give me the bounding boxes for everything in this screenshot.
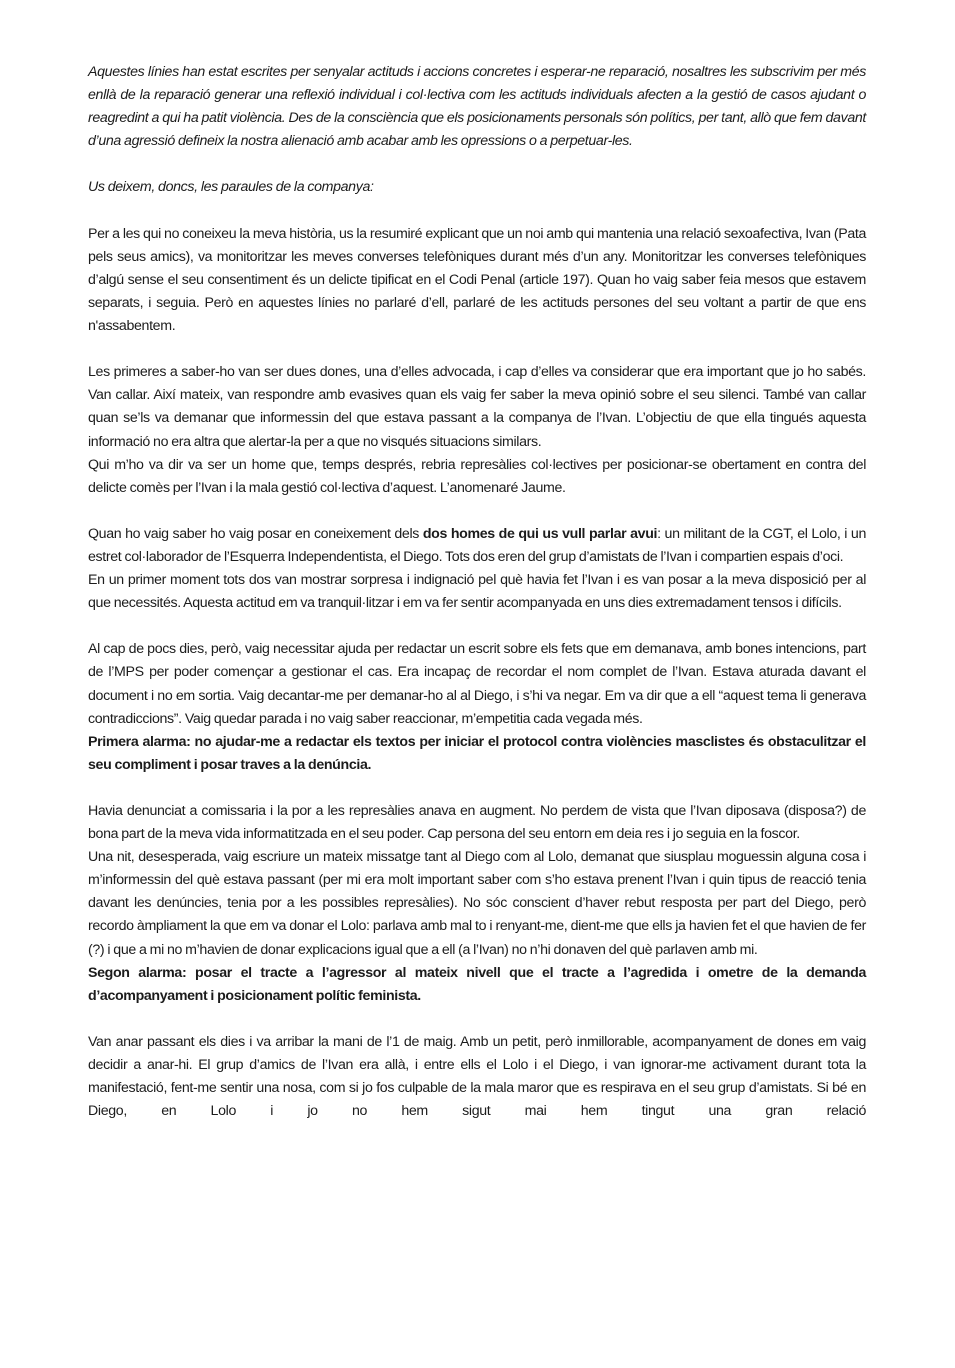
paragraph-may-day: Van anar passant els dies i va arribar la mani de l’1 de maig. Amb un petit, però inmillorable, acompanyament de dones em vaig decidir a anar-hi. El grup d’amics de l’Ivan era allà, i entre ells el Lolo i el Diego, i van ignorar-me activament durant tota la manifestació, fent-me sentir una nosa, com si jo fos culpable de la mala maror que es respirava en el seu grup d’amistats. Si bé en Diego, en Lolo i jo no hem sigut mai hem tingut una gran relació <box>88 1033 866 1120</box>
alarm-second <box>88 962 866 1008</box>
paragraph-story-summary: Per a les qui no coneixeu la meva història, us la resumiré explicant que un noi amb qui mantenia una relació sexoafectiva, Ivan (Pata pels seus amics), va monitoritzar les meves converses telefòniques durant més d’un any. Monitoritzar les converses telefòniques d’algú sense el seu consentiment és un delicte tipificat en el Codi Penal (article 197). Quan ho vaig saber feia mesos que estavem separats, i seguia. Però en aquestes línies no parlaré d’ell, parlaré de les actituds persones del seu voltant a partir de que ens n'assabentem. <box>88 225 866 335</box>
paragraph-message: Una nit, desesperada, vaig escriure un mateix missatge tant al Diego com al Lolo, demanat que siusplau moguessin alguna cosa i m’informessin del què estava passant (per mi era molt important saber com s’ho estava prenent l’Ivan i quin tipus de reacció tenia davant les denúncies, tenia por a les possibles represàlies). No sóc conscient d’haver rebut resposta per part del Diego, però recordo àmpliament la que em va donar el Lolo: parlava amb mal to i renyant-me, dient-me que ells ja havien fet el que havien de fer (?) i que a mi no m’havien de donar explicacions igual que a ell (a l’Ivan) no n’hi donaven del què parlaven amb mi. <box>88 849 866 958</box>
paragraph-first-to-know: Les primeres a saber-ho van ser dues dones, una d’elles advocada, i cap d’elles va considerar que era important que jo ho sabés. Van callar. Així mateix, van respondre amb evasives quan els vaig fer saber la meva opinió sobre el seu silenci. També van callar quan se’ls va demanar que informessin del que estava passant a la companya de l’Ivan. L’objectiu de que ella tingués aquesta informació no era altra que alertar-la per a que no visqués situacions similars. <box>88 364 866 450</box>
paragraph-jaume: Qui m’ho va dir va ser un home que, temps després, rebria represàlies col·lectives per posicionar-se obertament en contra del delicte comès per l’Ivan i la mala gestió col·lectiva d’aquest. L’anomenaré Jaume. <box>88 456 866 496</box>
alarm-second-text: Segon alarma: posar el tracte a l’agressor al mateix nivell que el tracte a l’agredida i ometre de la demanda d’acompanyament i posicionament polític feminista. <box>88 964 866 1004</box>
paragraph-help-request: Al cap de pocs dies, però, vaig necessitar ajuda per redactar un escrit sobre els fets que em demanava, amb bones intencions, part de l’MPS per poder començar a gestionar el cas. Era incapaç de recordar el nom complet de l’Ivan. Estava aturada davant el document i no em sortia. Vaig decantar-me per demanar-ho al al Diego, i s’hi va negar. Em va dir que a ell “aquest tema li generava contradiccions”. Vaig quedar parada i no vaig saber reaccionar, m’empetitia cada vegada més. <box>88 641 866 727</box>
intro-lead: Us deixem, doncs, les paraules de la companya: <box>88 179 374 196</box>
intro-paragraph: Aquestes línies han estat escrites per senyalar actituds i accions concretes i esperar-ne reparació, nosaltres les subscrivim per més enllà de la reparació generar una reflexió individual i col·lectiva com les actituds individuals afecten a la gestió de casos ajudant o reagredint a qui ha patit violència. Des de la consciència que els posicionaments personals són polítics, per tant, allò que fem davant d’una agressió defineix la nostra alienació amb acabar amb les opressions o a perpetuar-les. <box>88 64 866 150</box>
paragraph-initial-support: En un primer moment tots dos van mostrar sorpresa i indignació pel què havia fet l’Ivan i es van posar a la meva disposició per al que necessités. Aquesta actitud em va tranquil·litzar i em va fer sentir acompanyada en uns dies extremadament tensos i difícils. <box>88 572 866 612</box>
paragraph-two-men <box>88 523 866 569</box>
document-page <box>88 61 866 1146</box>
alarm-first-text: Primera alarma: no ajudar-me a redactar els textos per iniciar el protocol contra violències masclistes és obstaculitzar el seu compliment i posar traves a la denúncia. <box>88 733 866 773</box>
paragraph-complaint: Havia denunciat a comissaria i la por a les represàlies anava en augment. No perdem de vista que l’Ivan diposava (disposa?) de bona part de la meva vida informatitzada en el seu poder. Cap persona del seu entorn em deia res i jo seguia en la foscor. <box>88 803 866 843</box>
text-segment: Quan ho vaig saber ho vaig posar en coneixement dels <box>88 525 423 542</box>
text-segment: : un militant de la CGT, el Lolo, i un estret col·laborador de l’Esquerra Independentista, el Diego. Tots dos eren del grup d’amistats de l’Ivan i compartien espais d’oci. <box>88 525 866 565</box>
alarm-first <box>88 731 866 777</box>
emphasis-two-men: dos homes de qui us vull parlar avui <box>422 525 658 542</box>
